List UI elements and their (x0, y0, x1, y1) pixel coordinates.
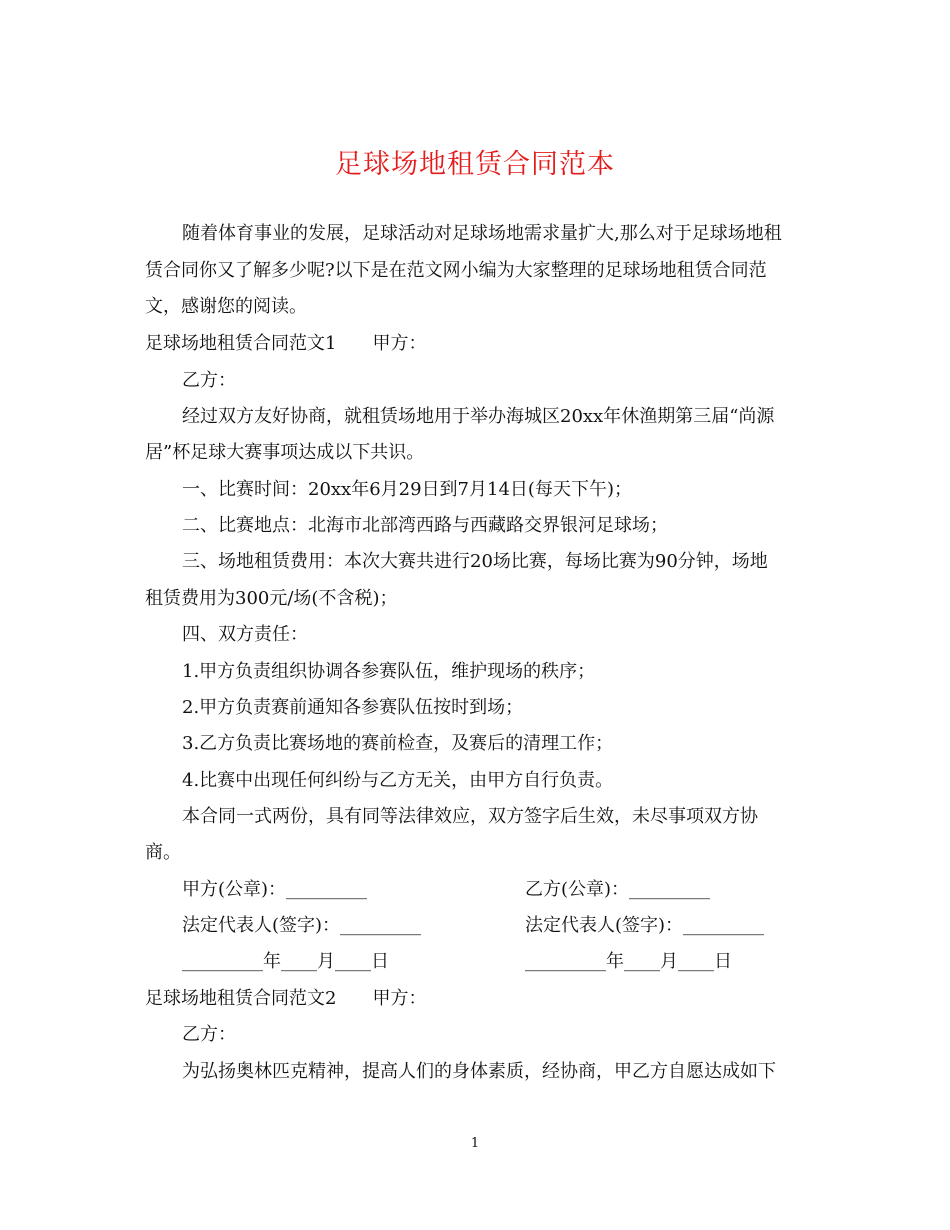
document-title: 足球场地租赁合同范本 (335, 149, 615, 180)
intro-line-3: 文，感谢您的阅读。 (145, 296, 307, 317)
section-1-party-a: 甲方： (372, 333, 427, 354)
section-1-para-1-line-2: 居”杯足球大赛事项达成以下共识。 (145, 442, 425, 463)
section-2-heading-row (145, 988, 426, 1010)
intro-line-1: 随着体育事业的发展，足球活动对足球场地需求量扩大,那么对于足球场地租 (182, 223, 782, 244)
duty-item-1: 1.甲方负责组织协调各参赛队伍，维护现场的秩序； (182, 661, 596, 682)
signature-party-a: 甲方(公章)：_________ (182, 879, 368, 900)
representative-party-a: 法定代表人(签字)：_________ (182, 915, 422, 936)
duty-item-2: 2.甲方负责赛前通知各参赛队伍按时到场； (182, 697, 524, 718)
date-party-a: _________年____月____日 (182, 951, 389, 972)
rental-fee-line-1: 三、场地租赁费用：本次大赛共进行20场比赛，每场比赛为90分钟，场地 (182, 551, 768, 572)
section-2-para-1: 为弘扬奥林匹克精神，提高人们的身体素质，经协商，甲乙方自愿达成如下 (182, 1061, 776, 1082)
duty-item-3: 3.乙方负责比赛场地的赛前检查，及赛后的清理工作； (182, 733, 614, 754)
closing-line-1: 本合同一式两份，具有同等法律效应，双方签字后生效，未尽事项双方协 (182, 806, 758, 827)
section-1-party-b: 乙方： (182, 370, 236, 391)
section-2-party-a: 甲方： (372, 988, 427, 1009)
rental-fee-line-2: 租赁费用为300元/场(不含税)； (145, 588, 398, 609)
section-2-heading: 足球场地租赁合同范文2 (145, 988, 337, 1009)
representative-party-b: 法定代表人(签字)：_________ (525, 915, 765, 936)
closing-line-2: 商。 (145, 842, 181, 863)
date-party-b: _________年____月____日 (525, 951, 732, 972)
duty-item-4: 4.比赛中出现任何纠纷与乙方无关，由甲方自行负责。 (182, 770, 614, 791)
section-2-party-b: 乙方： (182, 1024, 236, 1045)
section-1-para-1-line-1: 经过双方友好协商，就租赁场地用于举办海城区20xx年休渔期第三届“尚源 (182, 406, 775, 427)
match-time: 一、比赛时间：20xx年6月29日到7月14日(每天下午)； (182, 479, 632, 500)
intro-line-2: 赁合同你又了解多少呢?以下是在范文网小编为大家整理的足球场地租赁合同范 (145, 260, 767, 281)
section-1-heading: 足球场地租赁合同范文1 (145, 333, 337, 354)
duties-heading: 四、双方责任： (182, 624, 308, 645)
page-number: 1 (470, 1136, 480, 1151)
section-1-heading-row (145, 333, 426, 355)
match-place: 二、比赛地点：北海市北部湾西路与西藏路交界银河足球场； (182, 515, 668, 536)
signature-party-b: 乙方(公章)：_________ (525, 879, 711, 900)
